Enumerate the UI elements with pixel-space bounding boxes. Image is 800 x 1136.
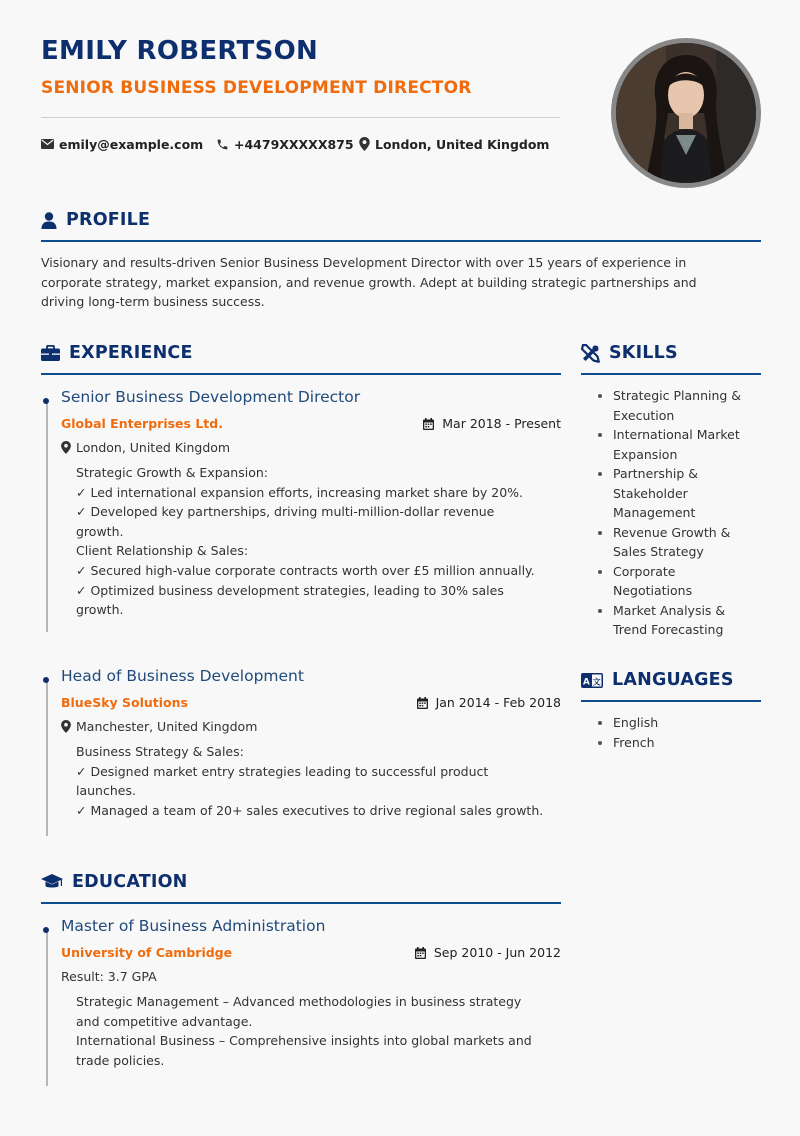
education-description [76,992,556,1070]
language-item: English [597,713,767,733]
skill-item [597,601,767,640]
timeline-line [46,931,48,1086]
skill-line: Corporate [613,563,676,579]
description-line: trade policies. [76,1052,165,1068]
description-line: Strategic Management – Advanced methodologies in business strategy [76,994,522,1009]
skill-line: Management [613,505,696,520]
experience-location [61,719,257,734]
education-institution: University of Cambridge [61,945,233,960]
email-text: emily@example.com [59,136,204,152]
experience-location [61,440,230,455]
skill-line: Stakeholder [613,485,688,501]
experience-date [417,695,561,710]
description-line: growth. [76,602,124,618]
profile-heading-label: PROFILE [66,210,151,230]
description-line: Client Relationship & Sales: [76,543,249,559]
profile-summary [41,253,741,312]
profile-rule [41,240,761,242]
profile-heading [41,210,150,230]
experience-date-text: Jan 2014 - Feb 2018 [435,695,561,710]
timeline-dot [43,927,49,933]
svg-text:A: A [582,677,591,687]
skill-line: Negotiations [613,583,693,598]
job-title: SENIOR BUSINESS DEVELOPMENT DIRECTOR [41,78,472,98]
description-line: ✓ Designed market entry strategies leading to successful product [76,763,489,779]
education-entry [41,917,561,1092]
experience-title: Head of Business Development [61,667,304,685]
description-line: ✓ Secured high-value corporate contracts worth over £5 million annually. [76,562,535,578]
skill-item [597,523,767,562]
languages-list [597,713,767,752]
skill-line: Revenue Growth & [613,524,731,540]
experience-description [76,742,556,820]
language-icon [581,673,603,688]
skill-line: Execution [613,407,675,423]
timeline-line [46,681,48,836]
profile-photo [611,38,761,188]
user-icon [41,212,57,229]
skill-line: Expansion [613,446,678,462]
map-pin-icon [61,720,71,733]
education-rule [41,902,561,904]
education-heading-label: EDUCATION [72,872,188,892]
description-line: ✓ Optimized business development strategies, leading to 30% sales [76,582,504,598]
experience-date [423,416,561,431]
contact-location [359,135,549,153]
experience-company: BlueSky Solutions [61,695,188,710]
phone-icon [216,138,229,151]
description-line: International Business – Comprehensive insights into global markets and [76,1033,532,1049]
experience-date-text: Mar 2018 - Present [442,416,561,431]
education-heading [41,872,188,892]
briefcase-icon [41,345,60,361]
experience-location-text: London, United Kingdom [76,440,231,455]
graduation-cap-icon [41,874,63,890]
language-item: French [597,733,767,753]
experience-title: Senior Business Development Director [61,388,361,406]
description-line: ✓ Managed a team of 20+ sales executives to drive regional sales growth. [76,802,544,818]
portrait-image [616,43,756,183]
skill-item [597,464,767,523]
skills-list [597,386,767,640]
contact-email [41,135,203,153]
location-text: London, United Kingdom [375,136,550,152]
experience-heading-label: EXPERIENCE [69,343,193,363]
envelope-icon [41,139,54,149]
description-line: Strategic Growth & Expansion: [76,465,268,480]
skill-item [597,425,767,464]
experience-entry [41,388,561,633]
skill-line: Strategic Planning & [613,388,742,403]
header-divider [41,117,560,118]
experience-entry [41,667,561,842]
languages-heading [581,670,734,690]
description-line: and competitive advantage. [76,1013,253,1029]
profile-line: Visionary and results-driven Senior Business Development Director with over 15 years of experience in [41,255,687,270]
education-degree: Master of Business Administration [61,917,326,935]
tools-icon [581,344,600,363]
experience-description [76,463,556,620]
languages-heading-label: LANGUAGES [612,670,734,690]
experience-heading [41,343,193,363]
candidate-name: EMILY ROBERTSON [41,36,319,66]
profile-line: driving long-term business success. [41,294,265,309]
experience-rule [41,373,561,375]
skill-line: Partnership & [613,466,698,481]
skill-item [597,386,767,425]
timeline-dot [43,398,49,404]
skills-rule [581,373,761,375]
languages-rule [581,700,761,702]
description-line: launches. [76,783,136,799]
map-pin-icon [61,441,71,454]
skill-item [597,562,767,601]
phone-text: +4479XXXXX875 [234,136,354,152]
description-line: ✓ Developed key partnerships, driving multi-million-dollar revenue [76,504,495,520]
calendar-icon [417,697,428,709]
contact-phone [216,135,354,153]
experience-company: Global Enterprises Ltd. [61,416,223,431]
skill-line: International Market [613,427,740,442]
education-date-text: Sep 2010 - Jun 2012 [433,945,561,960]
skills-heading [581,343,678,363]
calendar-icon [423,418,434,430]
education-date [415,945,561,960]
skill-line: Trend Forecasting [613,622,724,637]
map-pin-icon [359,137,370,151]
calendar-icon [415,947,426,959]
education-result: Result: 3.7 GPA [61,969,157,984]
timeline-dot [43,677,49,683]
description-line: growth. [76,523,124,539]
experience-location-text: Manchester, United Kingdom [76,719,258,734]
description-line: ✓ Led international expansion efforts, increasing market share by 20%. [76,484,524,500]
description-line: Business Strategy & Sales: [76,744,244,759]
skills-heading-label: SKILLS [609,343,678,363]
timeline-line [46,402,48,632]
svg-text:文: 文 [592,676,601,686]
profile-line: corporate strategy, market expansion, and revenue growth. Adept at building strategic partnerships and [41,274,697,290]
skill-line: Sales Strategy [613,544,704,559]
skill-line: Market Analysis & [613,602,726,618]
